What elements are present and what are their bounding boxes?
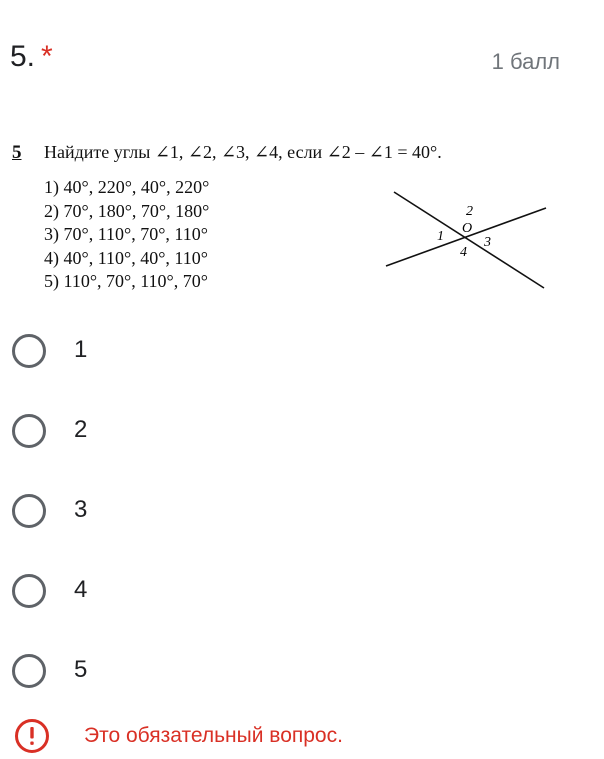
radio-button[interactable]: [12, 414, 46, 448]
radio-button[interactable]: [12, 494, 46, 528]
angle-3-label: 3: [484, 235, 491, 250]
required-error: [14, 716, 574, 756]
error-icon: [14, 718, 50, 754]
radio-button[interactable]: [12, 574, 46, 608]
question-points: 1 балл: [491, 49, 560, 74]
task-option: 3) 70°, 110°, 70°, 110°: [44, 224, 208, 244]
radio-button[interactable]: [12, 654, 46, 688]
angle-4-label: 4: [460, 245, 467, 260]
task-number: 5: [12, 142, 22, 163]
task-option: 4) 40°, 110°, 40°, 110°: [44, 247, 208, 268]
angles-figure: [380, 184, 560, 294]
choice-label: 4: [74, 576, 88, 603]
angle-1-label: 1: [437, 229, 444, 244]
choice-2[interactable]: [10, 402, 310, 462]
task-options: [44, 176, 209, 294]
task-image: [0, 140, 604, 305]
choice-1[interactable]: [10, 322, 310, 382]
task-option: 5) 110°, 70°, 110°, 70°: [44, 271, 208, 291]
choice-label: 5: [74, 656, 88, 683]
question-header: [10, 40, 570, 80]
required-marker: *: [41, 40, 53, 73]
choice-5[interactable]: [10, 642, 310, 702]
task-option: 1) 40°, 220°, 40°, 220°: [44, 177, 210, 197]
angle-2-label: 2: [466, 204, 473, 219]
question-title: [10, 40, 53, 74]
vertex-label: O: [462, 221, 473, 236]
radio-button[interactable]: [12, 334, 46, 368]
choice-label: 1: [74, 336, 88, 363]
question-number: 5.: [10, 40, 36, 73]
task-text: Найдите углы ∠1, ∠2, ∠3, ∠4, если ∠2 – ∠1 = 40°.: [44, 142, 442, 162]
task-option: 2) 70°, 180°, 70°, 180°: [44, 200, 210, 221]
error-message: Это обязательный вопрос.: [84, 724, 343, 747]
choice-3[interactable]: [10, 482, 310, 542]
choice-4[interactable]: [10, 562, 310, 622]
choice-label: 2: [74, 416, 88, 443]
choice-label: 3: [74, 496, 88, 523]
